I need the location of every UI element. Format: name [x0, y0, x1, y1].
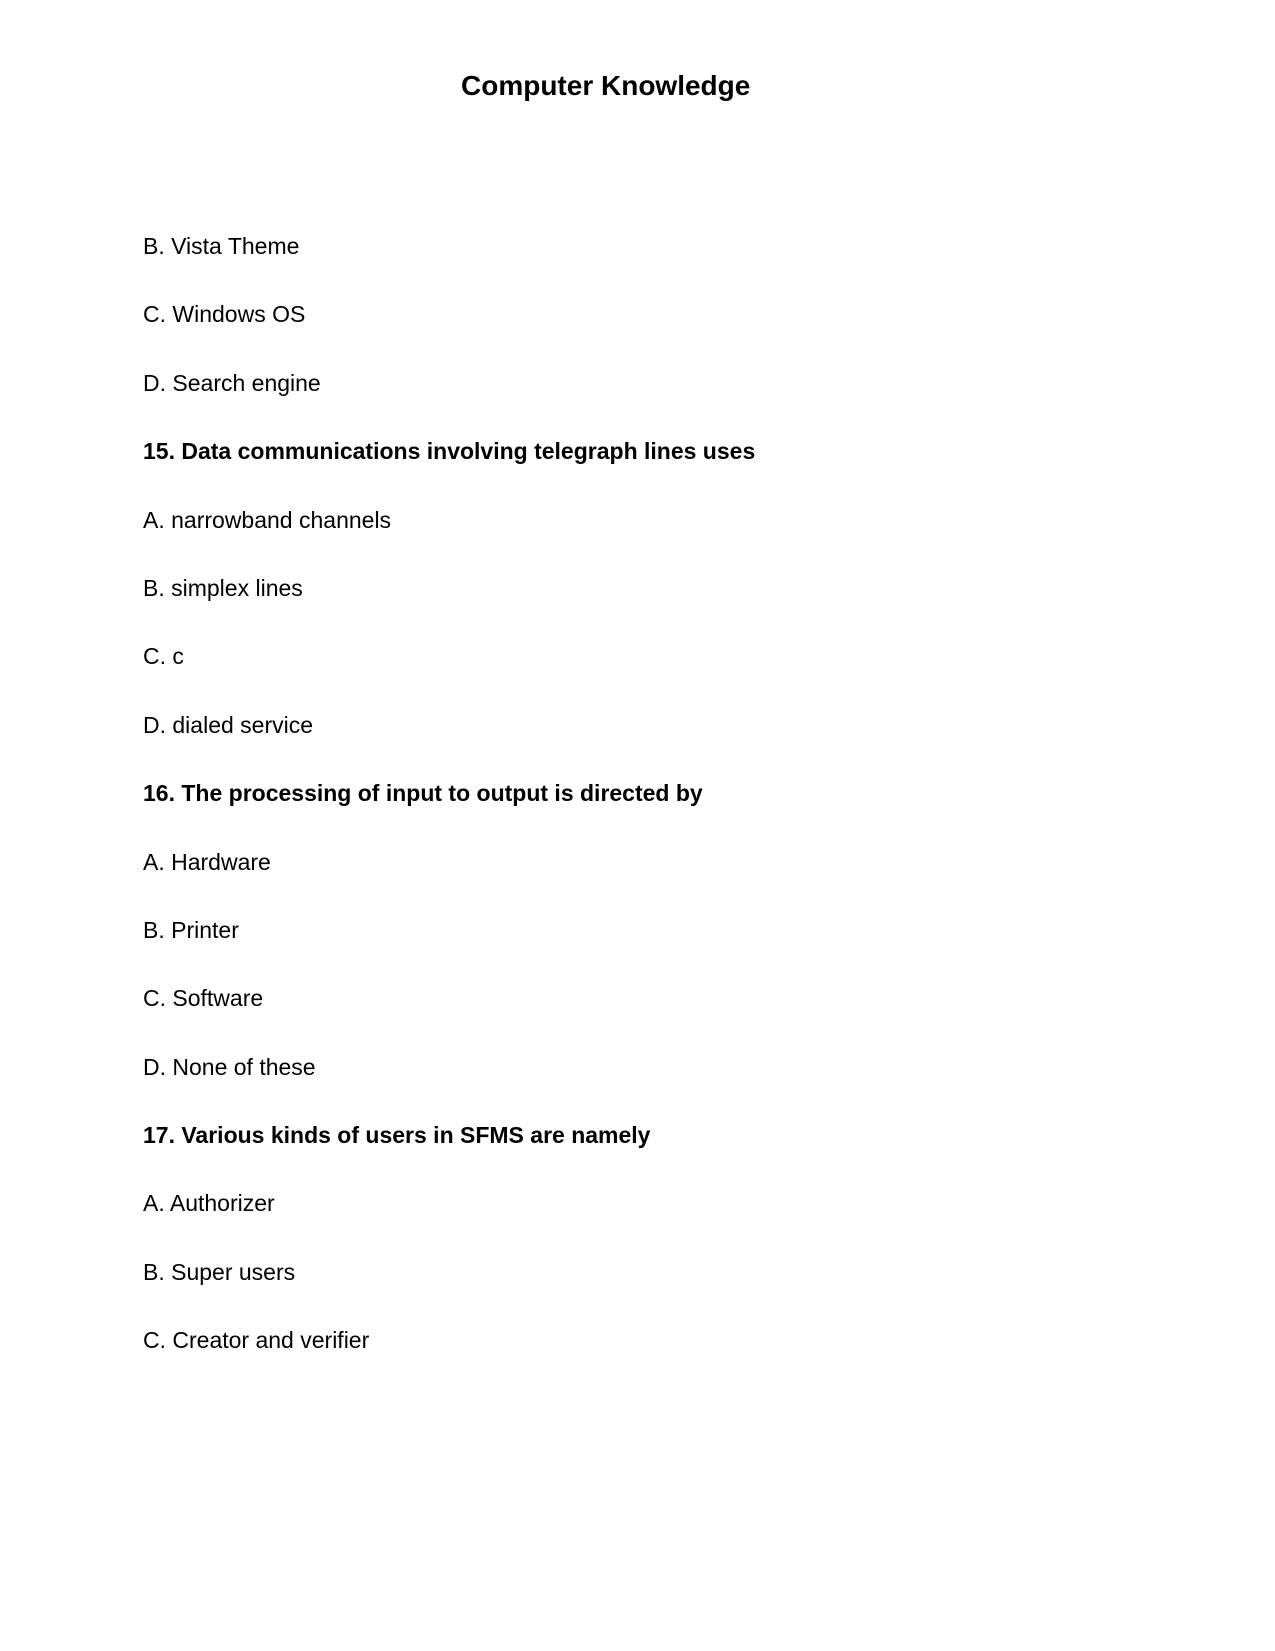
answer-option: D. Search engine	[143, 369, 321, 396]
page-title: Computer Knowledge	[461, 70, 751, 101]
answer-option: B. Vista Theme	[143, 233, 300, 259]
answer-option: C. Creator and verifier	[143, 1327, 370, 1354]
question-text: 15. Data communications involving telegraph lines uses	[143, 438, 756, 465]
question-text: 16. The processing of input to output is directed by	[143, 780, 703, 807]
answer-option: B. Printer	[143, 916, 239, 943]
answer-option: A. narrowband channels	[143, 506, 392, 533]
answer-option: D. None of these	[143, 1053, 316, 1080]
answer-option: C. Windows OS	[143, 301, 306, 328]
answer-option: A. Authorizer	[143, 1190, 275, 1217]
answer-option: B. simplex lines	[143, 574, 303, 601]
answer-option: D. dialed service	[143, 711, 314, 738]
answer-option: A. Hardware	[143, 848, 271, 875]
question-list	[143, 212, 755, 1375]
question-text: 17. Various kinds of users in SFMS are namely	[143, 1122, 651, 1149]
answer-option: C. Software	[143, 985, 264, 1012]
answer-option: B. Super users	[143, 1258, 296, 1285]
answer-option: C. c	[143, 643, 184, 670]
